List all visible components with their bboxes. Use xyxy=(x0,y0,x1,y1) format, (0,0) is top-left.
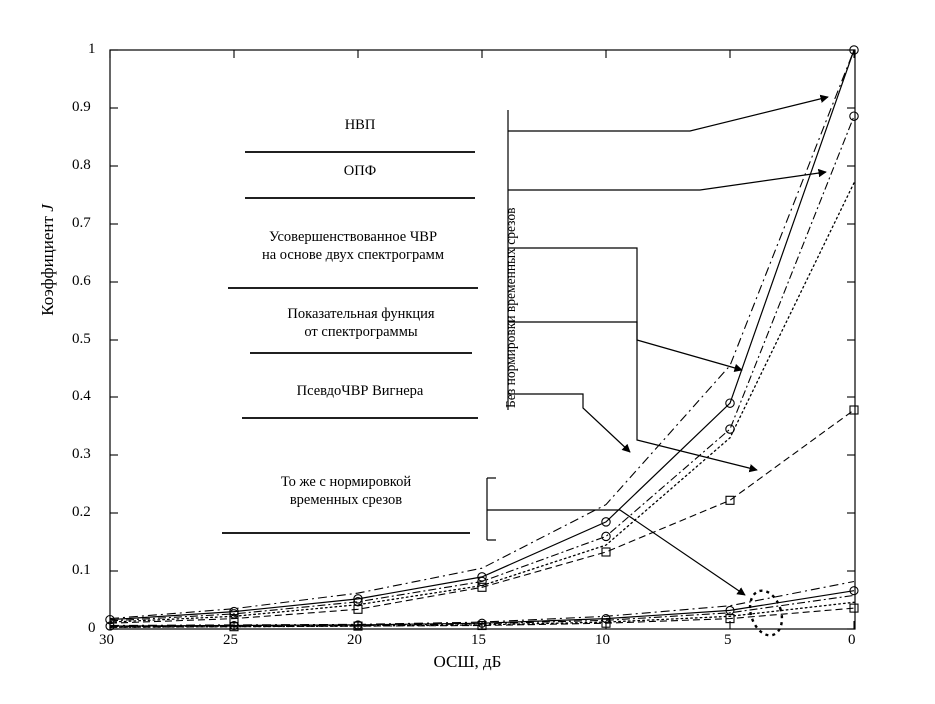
y-tick-label-0-9: 0.9 xyxy=(72,99,91,115)
x-tick-label-15: 15 xyxy=(471,632,486,648)
series-line-opf-normalized xyxy=(110,591,854,626)
highlight-ellipse xyxy=(745,586,788,639)
y-tick-label-0-2: 0.2 xyxy=(72,504,91,520)
y-tick-label-0-5: 0.5 xyxy=(72,331,91,347)
annotation-normalized-slices xyxy=(222,473,470,509)
series-line-nvp xyxy=(110,50,854,619)
x-tick-label-10: 10 xyxy=(595,632,610,648)
y-tick-label-0-7: 0.7 xyxy=(72,215,91,231)
annotation-improved-cwd xyxy=(228,228,478,264)
y-tick-label-0-8: 0.8 xyxy=(72,157,91,173)
y-axis-label: Коэффициент J xyxy=(38,204,57,316)
series-line-exp-spectrogram xyxy=(110,183,854,622)
annotation-no-normalization: Без нормировки временных срезов xyxy=(503,207,518,408)
leader-lines xyxy=(487,97,828,595)
y-tick-label-0-6: 0.6 xyxy=(72,273,91,289)
x-tick-label-25: 25 xyxy=(223,632,238,648)
y-tick-label-0-3: 0.3 xyxy=(72,446,91,462)
x-tick-marks xyxy=(110,50,854,629)
annotation-pseudo-wigner: ПсевдоЧВР Вигнера xyxy=(296,383,424,399)
x-tick-label-20: 20 xyxy=(347,632,362,648)
annotation-exp-spectrogram xyxy=(250,305,472,341)
annotation-opf: ОПФ xyxy=(343,163,377,179)
y-tick-label-0-4: 0.4 xyxy=(72,388,91,404)
y-tick-label-0: 0 xyxy=(88,620,96,636)
y-tick-label-1: 1 xyxy=(88,41,96,57)
annotation-exp-spectrogram-line2: от спектрограммы xyxy=(304,324,418,341)
series-markers-improved-cwd xyxy=(230,112,858,618)
x-tick-label-5: 5 xyxy=(724,632,732,648)
series-markers-opf xyxy=(106,46,858,624)
annotation-normalized-slices-line1: То же с нормировкой xyxy=(280,474,412,490)
annotation-improved-cwd-line2: на основе двух спектрограмм xyxy=(261,247,445,264)
plot-frame xyxy=(110,50,855,629)
x-tick-label-30: 30 xyxy=(99,632,114,648)
y-axis-label-symbol: J xyxy=(38,204,57,212)
annotation-normalized-slices-line2: временных срезов xyxy=(289,492,403,509)
annotation-exp-spectrogram-line1: Показательная функция xyxy=(287,306,435,322)
series-line-opf xyxy=(110,50,854,620)
annotation-nvp: НВП xyxy=(344,117,376,133)
y-tick-label-0-1: 0.1 xyxy=(72,562,91,578)
series-markers-pseudo-wigner xyxy=(230,406,858,623)
x-axis-label: ОСШ, дБ xyxy=(433,652,502,671)
y-tick-marks xyxy=(110,50,855,629)
x-tick-label-0: 0 xyxy=(848,632,856,648)
annotation-improved-cwd-line1: Усовершенствованное ЧВР xyxy=(268,229,438,245)
